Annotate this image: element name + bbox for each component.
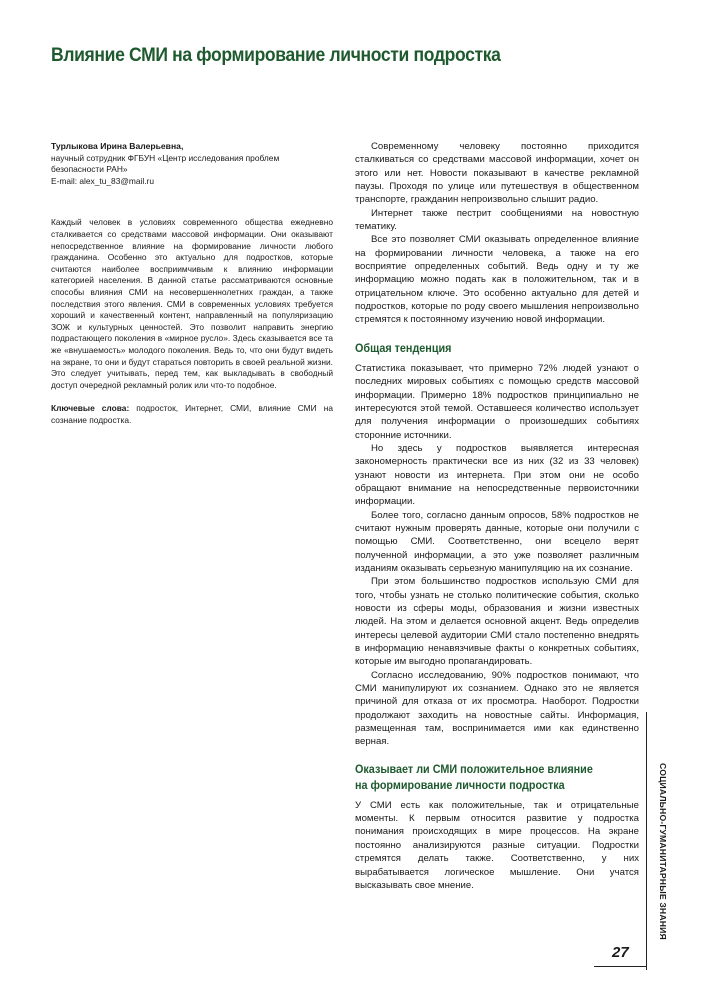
author-position-line2: безопасности РАН» [51, 164, 128, 175]
keywords-label: Ключевые слова: [51, 403, 130, 414]
body-paragraph: Согласно исследованию, 90% подростков понимают, что СМИ манипулируют их сознанием. Однако это не является причиной для отказа от их просмотра. Наоборот. Подростки продолжают заходить на новостные сайты. Информация, размещенная там, воспринимается ими как единственно верная. [355, 669, 639, 748]
body-paragraph: Все это позволяет СМИ оказывать определенное влияние на формировании личности человека, а также на его восприятие определенных событий. Ведь одну и ту же информацию можно подать как в положительном, так и в отрицательном ключе. Это особенно актуально для детей и подростков, которые по роду своего мышления непроизвольно стремятся к постоянному изучению новой информации. [355, 234, 639, 326]
body-paragraph: Более того, согласно данным опросов, 58% подростков не считают нужным проверять данные, которые они получили с помощью СМИ. Соответственно, они всецело верят полученной информации, а это уже позволяет различным изданиям оказывать серьезную манипуляцию на их сознание. [355, 509, 639, 574]
author-name: Турлыкова Ирина Валерьевна, [51, 141, 184, 151]
body-paragraph: Статистика показывает, что примерно 72% людей узнают о последних мировых событиях с помощью средств массовой информации. Примерно 18% подростков принципиально не интересуются этой темой. Оставшееся количество использует для получения информации о произошедших событиях сторонние источники. [355, 362, 639, 441]
body-paragraph: При этом большинство подростков использую СМИ для того, чтобы узнать не столько политические события, сколько новости из сферы моды, образования и жизни известных людей. На этом и делается основной акцент. Ведь определив интересы целевой аудитории СМИ стало постепенно внедрять в информацию ненавязчивые факты о конкретных событиях, которые им выгодно пропагандировать. [355, 576, 639, 668]
right-column [355, 140, 639, 892]
abstract: Каждый человек в условиях современного общества ежедневно сталкивается со средствами массовой информации. Они оказывают непосредственное влияние на формирование личности любого гражданина. Особенно это актуально для подростков, которые считаются наиболее восприимчивым к влиянию информации категорией населения. В данной статье рассматриваются основные способы влияния СМИ на несовершеннолетних граждан, а также последствия этого явления. СМИ в современных условиях требуется хороший и качественный контент, направленный на популяризацию ЗОЖ и культурных ценностей. Это позволит направить энергию подрастающего поколения в «мирное русло». Здесь сказывается все та же «внушаемость» молодого поколения. Ведь то, что они будут видеть на экране, то они и будут стараться повторить в своей реальной жизни. Это следует учитывать, перед тем, как выкладывать в свободный доступ очередной рекламный ролик или что-то подобное. [51, 217, 333, 390]
body-paragraph: Современному человеку постоянно приходится сталкиваться со средствами массовой информации, хочет он этого или нет. Новости показывают в качестве рекламной паузы. Проходя по улице или путешествуя в общественном транспорте, гражданин непроизвольно слышит радио. [355, 141, 639, 206]
section-heading-line: на формирование личности подростка [355, 777, 565, 792]
section-heading-general-trend: Общая тенденция [355, 340, 452, 355]
side-divider [646, 712, 647, 970]
left-column [51, 141, 333, 426]
keywords-text: подросток, Интернет, СМИ, влияние СМИ на сознание подростка. [51, 403, 333, 425]
body-paragraph: Но здесь у подростков выявляется интересная закономерность практически все из них (32 из 33 человек) узнают новости из интернета. При этом они не особо обращают внимание на непосредственные первоисточники информации. [355, 442, 639, 508]
author-position-line1: научный сотрудник ФГБУН «Центр исследования проблем [51, 152, 280, 163]
author-email: E-mail: alex_tu_83@mail.ru [51, 175, 154, 186]
body-paragraph: Интернет также пестрит сообщениями на новостную тематику. [355, 207, 639, 233]
body-paragraph: У СМИ есть как положительные, так и отрицательные моменты. К первым относится развитие у подростка понимания происходящих в мире процессов. На экране постоянно анализируются разные ситуации. Подростки стремятся делать также. Соответственно, у них вырабатывается логическое мышление. Они учатся высказывать свое мнение. [355, 799, 639, 891]
section-side-label: СОЦИАЛЬНО-ГУМАНИТАРНЫЕ ЗНАНИЯ [658, 763, 668, 940]
section-heading-positive-influence [355, 761, 611, 793]
keywords [51, 403, 333, 426]
page-number: 27 [612, 944, 629, 961]
article-title: Влияние СМИ на формирование личности подростка [51, 44, 501, 66]
section-heading-line: Оказывает ли СМИ положительное влияние [355, 761, 593, 776]
bottom-divider [594, 966, 646, 967]
